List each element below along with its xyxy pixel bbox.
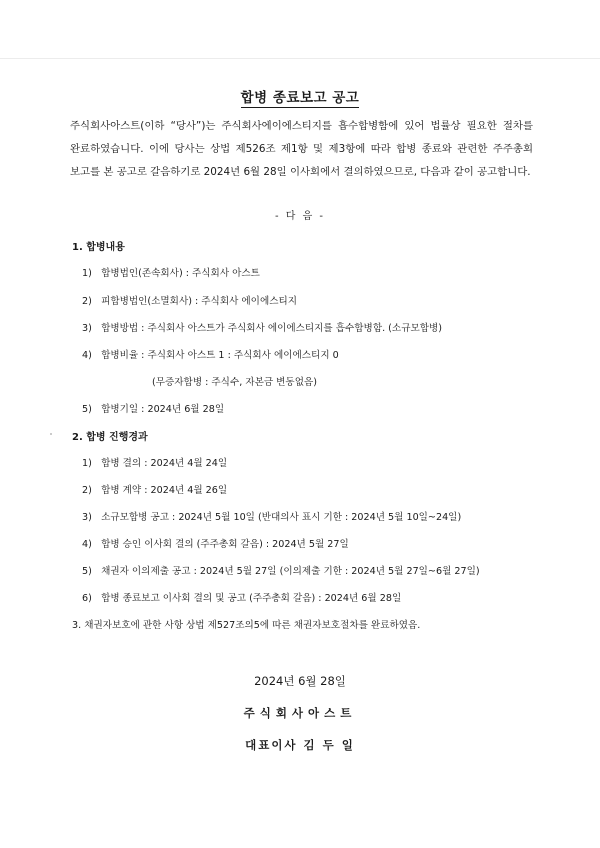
section-2-item: 4) 합병 승인 이사회 결의 (주주총회 갈음) : 2024년 5월 27일 [82,539,349,550]
section-3-note: 3. 채권자보호에 관한 사항 상법 제527조의5에 따른 채권자보호절차를 완료하였음. [72,620,421,631]
section-1-item: 5) 합병기일 : 2024년 6월 28일 [82,404,225,415]
scan-speck [50,433,52,435]
section-2-item: 2) 합병 계약 : 2024년 4월 26일 [82,485,228,496]
section-1-item: 2) 피합병법인(소멸회사) : 주식회사 에이에스티지 [82,296,298,307]
intro-paragraph: 주식회사아스트(이하 “당사”)는 주식회사에이에스티지를 흡수합병함에 있어 법률상 필요한 절차를 완료하였습니다. 이에 당사는 상법 제526조 제1항 및 제3항에 따라 합병 종료와 관련한 주주총회 보고를 본 공고로 갈음하기로 2024년 6월 28일 이사회에서 결의하였으므로, 다음과 같이 공고합니다. [70,120,533,178]
ratio-note: (무증자합병 : 주식수, 자본금 변동없음) [152,377,317,388]
section-1-heading: 1. 합병내용 [72,242,125,253]
section-1-item: 1) 합병법인(존속회사) : 주식회사 아스트 [82,268,260,279]
scan-edge-line [0,58,600,59]
company-name: 주식회사아스트 [243,706,357,720]
section-1-item: 3) 합병방법 : 주식회사 아스트가 주식회사 에이에스티지를 흡수합병함. (소규모합병) [82,323,443,334]
section-2-item: 3) 소규모합병 공고 : 2024년 5월 10일 (반대의사 표시 기한 : 2024년 5월 10일~24일) [82,512,462,523]
notice-date: 2024년 6월 28일 [254,674,346,688]
section-2-item: 1) 합병 결의 : 2024년 4월 24일 [82,458,228,469]
section-2-item: 6) 합병 종료보고 이사회 결의 및 공고 (주주총회 갈음) : 2024년 6월 28일 [82,593,402,604]
ceo-name: 대표이사 김 두 일 [245,738,355,752]
notice-title: 합병 종료보고 공고 [240,90,360,106]
section-2-heading: 2. 합병 진행경과 [72,432,148,443]
section-1-item: 4) 합병비율 : 주식회사 아스트 1 : 주식회사 에이에스티지 0 [82,350,339,361]
divider-heading: - 다 음 - [274,211,326,222]
section-2-item: 5) 채권자 이의제출 공고 : 2024년 5월 27일 (이의제출 기한 : 2024년 5월 27일~6월 27일) [82,566,480,577]
